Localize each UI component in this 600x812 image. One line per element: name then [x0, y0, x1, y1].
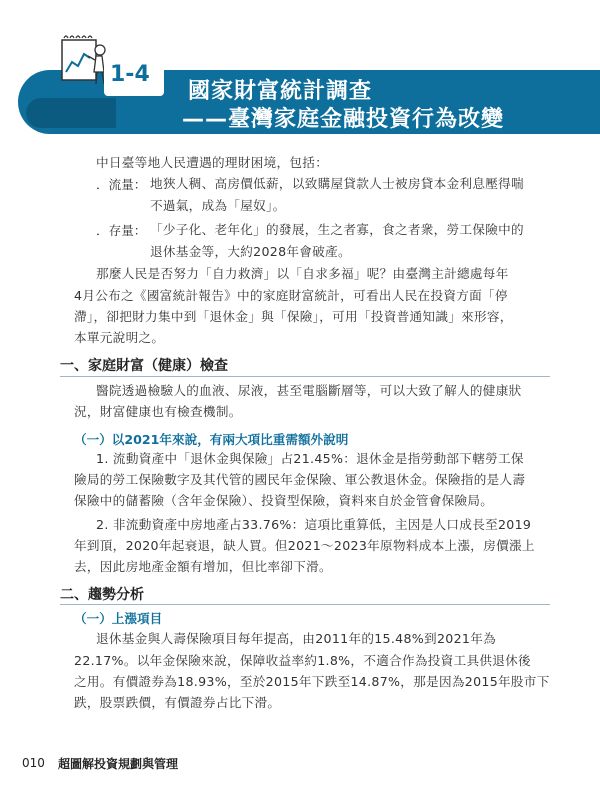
intro-para-line3: 滯」，卻把財力集中到「退休金」與「保險」，可用「投資普通知識」來形容，: [74, 309, 513, 324]
section2-para-line2: 22.17%。以年金保險來說，保障收益率約1.8%，不適合作為投資工具供退休後: [74, 653, 531, 668]
section2-heading: 二、趨勢分析: [60, 587, 144, 603]
section1-para-line2: 況，財富健康也有檢查機制。: [74, 404, 242, 419]
intro-lead: 中日臺等地人民遭遇的理財困境，包括：: [96, 155, 329, 170]
page-subtitle: ——臺灣家庭金融投資行為改變: [182, 107, 505, 132]
bullet-label-flow: ．流量：: [96, 177, 147, 192]
bullet-flow-line1: 地狹人稠、高房價低薪，以致購屋貸款人士被房貸本金利息壓得喘: [150, 176, 524, 191]
page-title: 國家財富統計調查: [188, 79, 373, 104]
page-number: 010: [22, 756, 45, 770]
item2-line2: 年到頂，2020年起衰退，缺人買。但2021～2023年原物料成本上漲，房價漲上: [74, 538, 535, 553]
intro-para-line2: 4月公布之《國富統計報告》中的家庭財富統計，可看出人民在投資方面「停: [74, 288, 508, 303]
item1-line2: 險局的勞工保險數字及其代管的國民年金保險、軍公教退休金。保險指的是人壽: [74, 472, 526, 487]
section2-subheading: （一）上漲項目: [74, 611, 163, 626]
section1-heading: 一、家庭財富（健康）檢查: [60, 358, 228, 374]
item1-line3: 保險中的儲蓄險（含年金保險）、投資型保險，資料來自於金管會保險局。: [74, 493, 494, 508]
banner-shadow: [26, 98, 116, 128]
bullet-stock-line2: 退休基金等，大約2028年會破產。: [150, 244, 351, 259]
section-number: 1-4: [110, 62, 150, 87]
bullet-label-stock: ．存量：: [96, 223, 147, 238]
section1-para-line1: 醫院透過檢驗人的血液、尿液，甚至電腦斷層等，可以大致了解人的健康狀: [96, 383, 522, 398]
intro-para-line4: 本單元說明之。: [74, 330, 165, 345]
mascot-illustration-icon: [52, 32, 112, 88]
intro-para-line1: 那麼人民是否努力「自力救濟」以「自求多福」呢？由臺灣主計總處每年: [96, 266, 509, 281]
item2-line1: 2. 非流動資產中房地產占33.76%：這項比重算低，主因是人口成長至2019: [96, 517, 532, 532]
section2-divider: [60, 604, 550, 605]
bullet-flow-line2: 不過氣，成為「屋奴」。: [150, 198, 286, 213]
section2-para-line4: 跌，股票跌價，有價證券占比下滑。: [74, 695, 281, 710]
section2-para-line1: 退休基金與人壽保險項目每年提高，由2011年的15.48%到2021年為: [96, 631, 496, 646]
bullet-stock-line1: 「少子化、老年化」的發展，生之者寡，食之者衆，勞工保險中的: [150, 222, 524, 237]
chapter-banner: [0, 0, 600, 150]
item1-line1: 1. 流動資產中「退休金與保險」占21.45%：退休金是指勞動部下轄勞工保: [96, 451, 524, 466]
section1-subheading: （一）以2021年來說，有兩大項比重需額外說明: [74, 432, 349, 447]
section1-divider: [60, 376, 550, 377]
book-title: 超圖解投資規劃與管理: [58, 757, 179, 771]
section2-para-line3: 之用。有價證券為18.93%，至於2015年下跌至14.87%，那是因為2015年股市下: [74, 674, 550, 689]
item2-line3: 去，因此房地產金額有增加，但比率卻下滑。: [74, 559, 332, 574]
